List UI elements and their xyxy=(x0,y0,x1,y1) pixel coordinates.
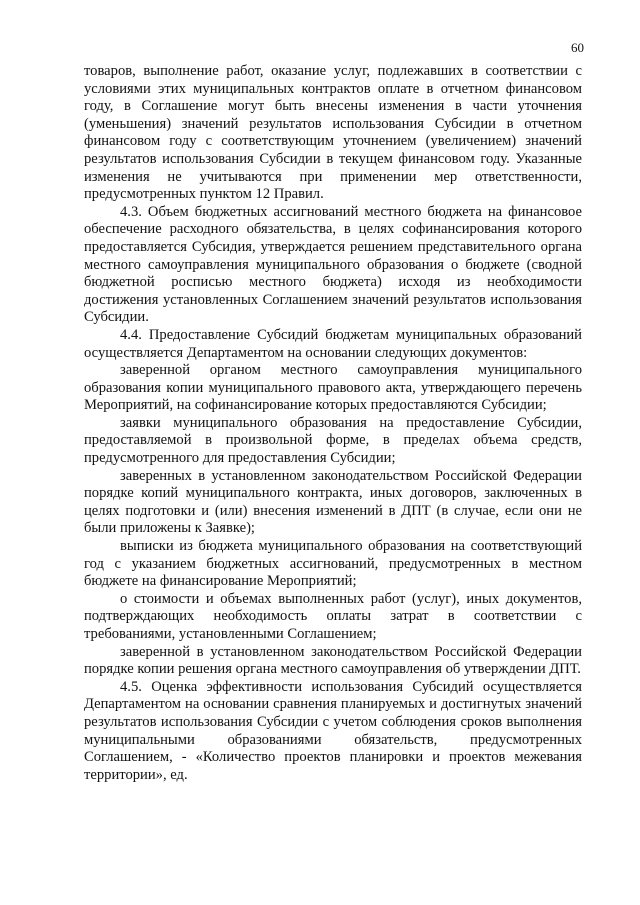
paragraph: 4.4. Предоставление Субсидий бюджетам муниципальных образований осуществляется Департаментом на основании следующих документов: xyxy=(84,326,582,361)
paragraph: заверенной в установленном законодательством Российской Федерации порядке копии решения органа местного самоуправления об утверждении ДПТ. xyxy=(84,643,582,678)
paragraph: выписки из бюджета муниципального образования на соответствующий год с указанием бюджетных ассигнований, предусмотренных в местном бюджете на финансирование Мероприятий; xyxy=(84,538,582,590)
paragraph: 4.3. Объем бюджетных ассигнований местного бюджета на финансовое обеспечение расходного обязательства, в целях софинансирования которого предоставляется Субсидия, утверждается решением представительного органа местного самоуправления муниципального образования о бюджете (сводной бюджетной росписью местного бюджета) исходя из необходимости достижения установленных Соглашением значений результатов использования Субсидии. xyxy=(84,203,582,326)
paragraph: заявки муниципального образования на предоставление Субсидии, предоставляемой в произвольной форме, в пределах объема средств, предусмотренного для предоставления Субсидии; xyxy=(84,414,582,467)
paragraph: о стоимости и объемах выполненных работ (услуг), иных документов, подтверждающих необходимость оплаты затрат в соответствии с требованиями, установленными Соглашением; xyxy=(84,590,582,642)
paragraph: заверенной органом местного самоуправления муниципального образования копии муниципального правового акта, утверждающего перечень Мероприятий, на софинансирование которых предоставляются Субсидии; xyxy=(84,362,582,414)
paragraph: 4.5. Оценка эффективности использования Субсидий осуществляется Департаментом на основании сравнения планируемых и достигнутых значений результатов использования Субсидии с учетом соблюдения сроков выполнения муниципальными образованиями обязательств, предусмотренных Соглашением, - «Количество проектов планировки и проектов межевания территории», ед. xyxy=(84,678,582,783)
paragraph: заверенных в установленном законодательством Российской Федерации порядке копий муниципального контракта, иных договоров, заключенных в целях подготовки и (или) внесения изменений в ДПТ (в случае, если они не были приложены к Заявке); xyxy=(84,467,582,537)
page-number: 60 xyxy=(571,40,584,55)
document-body xyxy=(84,63,582,784)
paragraph: товаров, выполнение работ, оказание услуг, подлежавших в соответствии с условиями этих муниципальных контрактов оплате в отчетном финансовом году, в Соглашение могут быть внесены изменения в части уточнения (уменьшения) значений результатов использования Субсидии в отчетном финансовом году с соответствующим уточнением (увеличением) значений результатов использования Субсидии в текущем финансовом году. Указанные изменения не учитываются при применении мер ответственности, предусмотренных пунктом 12 Правил. xyxy=(84,63,582,203)
